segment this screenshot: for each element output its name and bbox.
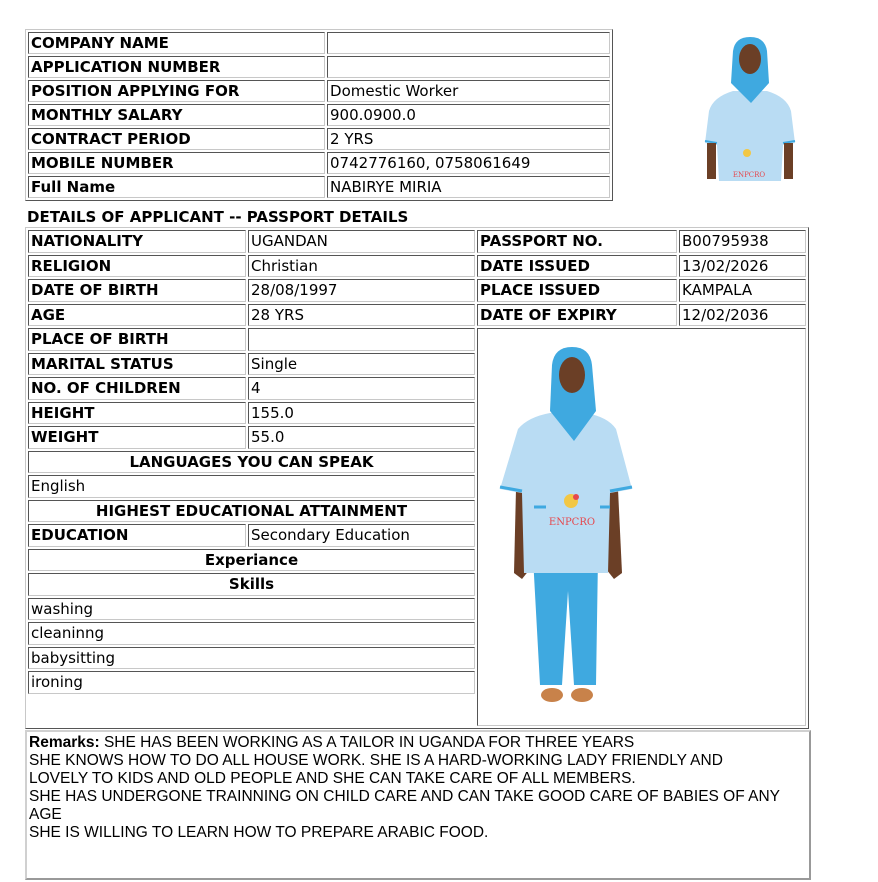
row-label: Full Name — [28, 176, 325, 198]
remarks-text: SHE HAS UNDERGONE TRAINNING ON CHILD CARE AND CAN TAKE GOOD CARE OF BABIES OF ANY — [29, 788, 781, 805]
row-label: COMPANY NAME — [28, 32, 325, 54]
row-value: 2 YRS — [327, 128, 610, 150]
passport-label: PASSPORT NO. — [477, 230, 677, 253]
row-value — [327, 56, 610, 78]
detail-value: 55.0 — [248, 426, 475, 449]
detail-label: PLACE OF BIRTH — [28, 328, 246, 351]
applicant-full-body-photo — [478, 329, 804, 721]
detail-value — [248, 328, 475, 351]
table-row — [28, 152, 610, 174]
application-summary-table — [25, 29, 613, 201]
remarks-text: SHE IS WILLING TO LEARN HOW TO PREPARE ARABIC FOOD. — [29, 824, 489, 841]
language-item: English — [28, 475, 475, 498]
skill-item: ironing — [28, 671, 475, 694]
detail-label: HEIGHT — [28, 402, 246, 425]
uniform-logo-text: ENPCRO — [732, 171, 766, 179]
row-value: 900.0900.0 — [327, 104, 610, 126]
row-value: NABIRYE MIRIA — [327, 176, 610, 198]
row-label: POSITION APPLYING FOR — [28, 80, 325, 102]
education-header: HIGHEST EDUCATIONAL ATTAINMENT — [28, 500, 475, 523]
table-row — [28, 128, 610, 150]
passport-value: KAMPALA — [679, 279, 806, 302]
remarks-text: AGE — [29, 806, 62, 823]
passport-label: DATE OF EXPIRY — [477, 304, 677, 327]
education-label: EDUCATION — [28, 524, 246, 547]
remarks-text: SHE KNOWS HOW TO DO ALL HOUSE WORK. SHE IS A HARD-WORKING LADY FRIENDLY AND — [29, 752, 723, 769]
table-row — [28, 328, 806, 351]
detail-label: DATE OF BIRTH — [28, 279, 246, 302]
row-label: MONTHLY SALARY — [28, 104, 325, 126]
detail-value: UGANDAN — [248, 230, 475, 253]
experience-header: Experiance — [28, 549, 475, 572]
row-label: MOBILE NUMBER — [28, 152, 325, 174]
table-row — [28, 80, 610, 102]
remarks-line — [29, 734, 807, 752]
passport-value: 13/02/2026 — [679, 255, 806, 278]
detail-value: 28 YRS — [248, 304, 475, 327]
full-photo-cell — [477, 328, 806, 726]
languages-header: LANGUAGES YOU CAN SPEAK — [28, 451, 475, 474]
passport-value: B00795938 — [679, 230, 806, 253]
remarks-label: Remarks: — [29, 734, 100, 751]
table-row — [28, 56, 610, 78]
table-row — [28, 176, 610, 198]
passport-label: PLACE ISSUED — [477, 279, 677, 302]
detail-label: NATIONALITY — [28, 230, 246, 253]
table-row — [28, 255, 806, 278]
detail-value: Single — [248, 353, 475, 376]
remarks-text: LOVELY TO KIDS AND OLD PEOPLE AND SHE CAN TAKE CARE OF ALL MEMBERS. — [29, 770, 636, 787]
applicant-details-table — [25, 227, 809, 729]
uniform-logo-text: ENPCRO — [548, 517, 596, 528]
skill-item: cleaninng — [28, 622, 475, 645]
detail-label: AGE — [28, 304, 246, 327]
row-value: 0742776160, 0758061649 — [327, 152, 610, 174]
table-row — [28, 230, 806, 253]
remarks-text: SHE HAS BEEN WORKING AS A TAILOR IN UGANDA FOR THREE YEARS — [103, 734, 635, 751]
table-row — [28, 32, 610, 54]
skill-item: babysitting — [28, 647, 475, 670]
row-label: CONTRACT PERIOD — [28, 128, 325, 150]
blank-spacer — [28, 696, 475, 726]
detail-label: RELIGION — [28, 255, 246, 278]
detail-label: MARITAL STATUS — [28, 353, 246, 376]
detail-value: 28/08/1997 — [248, 279, 475, 302]
detail-value: 4 — [248, 377, 475, 400]
detail-value: 155.0 — [248, 402, 475, 425]
education-value: Secondary Education — [248, 524, 475, 547]
detail-label: WEIGHT — [28, 426, 246, 449]
passport-label: DATE ISSUED — [477, 255, 677, 278]
skill-item: washing — [28, 598, 475, 621]
row-value — [327, 32, 610, 54]
table-row — [28, 104, 610, 126]
row-value: Domestic Worker — [327, 80, 610, 102]
detail-label: NO. OF CHILDREN — [28, 377, 246, 400]
skills-header: Skills — [28, 573, 475, 596]
applicant-portrait-photo — [695, 31, 805, 181]
table-row — [28, 304, 806, 327]
row-label: APPLICATION NUMBER — [28, 56, 325, 78]
table-row — [28, 279, 806, 302]
detail-value: Christian — [248, 255, 475, 278]
section-heading: DETAILS OF APPLICANT -- PASSPORT DETAILS — [27, 208, 409, 226]
passport-value: 12/02/2036 — [679, 304, 806, 327]
remarks-box — [25, 730, 811, 880]
